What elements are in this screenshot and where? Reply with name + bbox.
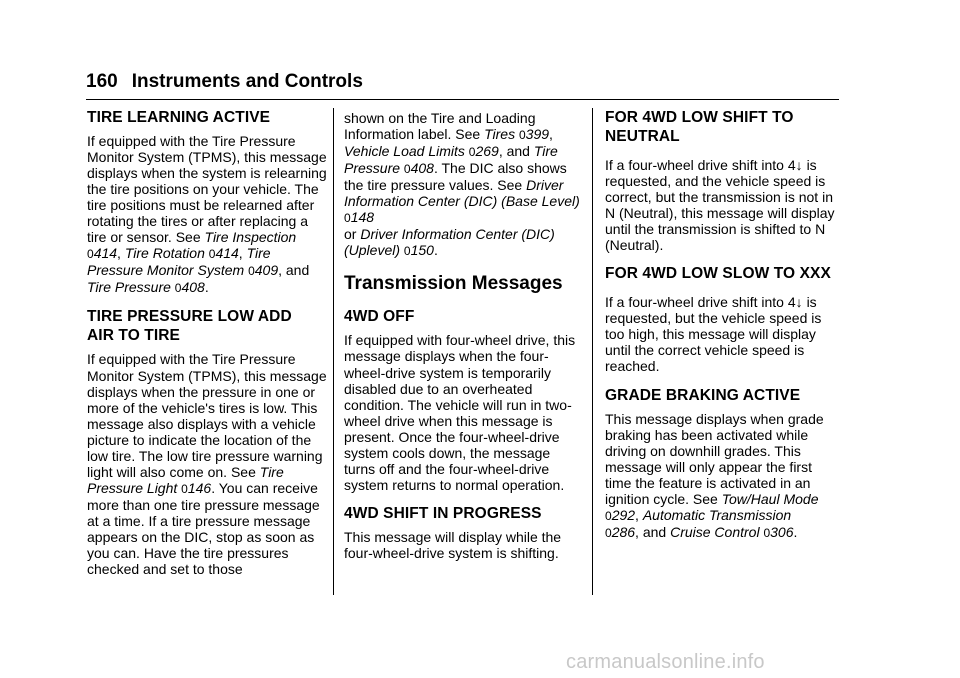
page-ref-150: 150 xyxy=(410,242,434,259)
page-ref-408: 408 xyxy=(181,279,205,296)
heading-transmission-messages: Transmission Messages xyxy=(344,273,563,295)
link-tire-pressure[interactable]: Tire Pressure xyxy=(344,143,558,177)
page-ref-icon: 0 xyxy=(518,128,526,143)
page-ref-292: 292 xyxy=(611,506,636,523)
heading-grade-braking-active: GRADE BRAKING ACTIVE xyxy=(605,386,801,404)
column-2 xyxy=(344,110,580,561)
section-title: Instruments and Controls xyxy=(131,71,363,92)
heading-4wd-low-shift-neutral: FOR 4WD LOW SHIFT TO NEUTRAL xyxy=(605,109,794,145)
paragraph-tire-learning: If equipped with the Tire Pressure Monitor System (TPMS), this message displays when the system is relearning the tire positions on your vehicle. The tire positions must be relearned after rotating the tires or after replacing a tire or sensor. See Tire Inspection 0414, Tire Rotation 0414, Tire Pressure Monitor System 0409, and Tire Pressure 0408. xyxy=(87,133,327,296)
heading-4wd-shift-in-progress: 4WD SHIFT IN PROGRESS xyxy=(344,504,542,522)
page-ref-icon: 0 xyxy=(248,264,255,279)
paragraph-4wd-low-shift-neutral: If a four-wheel drive shift into 4↓ is requested, and the vehicle speed is correct, but the transmission is not in N (Neutral), this message will display until the transmission is shifted to N (Neutral). xyxy=(605,157,835,254)
page-ref-icon: 0 xyxy=(87,247,94,262)
paragraph-continued: shown on the Tire and Loading Information label. See Tires 0399, Vehicle Load Limits 0269, and Tire Pressure 0408. The DIC also shows the tire pressure values. See Driver Information Center (DIC) (Base Level) 0148 or Driver Information Center (DIC) (Uplevel) 0150. xyxy=(344,110,580,259)
page-ref-icon: 0 xyxy=(181,481,188,496)
page-ref-icon: 0 xyxy=(468,145,476,160)
header-divider xyxy=(86,99,839,100)
link-cruise-control[interactable]: Cruise Control xyxy=(670,523,760,540)
page-ref-409: 409 xyxy=(254,262,279,279)
column-divider-1 xyxy=(333,108,334,595)
page-ref-414: 414 xyxy=(215,245,239,262)
page-ref-icon: 0 xyxy=(344,211,351,226)
page-ref-icon: 0 xyxy=(763,525,771,540)
page-ref-icon: 0 xyxy=(174,281,182,296)
heading-4wd-off: 4WD OFF xyxy=(344,308,415,326)
page-ref-286: 286 xyxy=(611,523,636,540)
heading-tire-pressure-low: TIRE PRESSURE LOW ADD AIR TO TIRE xyxy=(87,308,292,345)
page-ref-icon: 0 xyxy=(208,247,216,262)
page-header xyxy=(86,70,838,94)
page-ref-408: 408 xyxy=(410,160,434,177)
paragraph-4wd-off: If equipped with four-wheel drive, this message displays when the four-wheel-drive system is temporarily disabled due to an overheated condition. The vehicle will run in two-wheel drive when this message is present. Once the four-wheel-drive system cools down, the message turns off and the four-wheel-drive system returns to normal operation. xyxy=(344,332,576,493)
page-ref-148: 148 xyxy=(350,209,375,226)
link-tire-rotation[interactable]: Tire Rotation xyxy=(124,245,205,262)
page-ref-146: 146 xyxy=(187,479,212,496)
four-low-icon: 4↓ xyxy=(787,294,803,311)
heading-tire-learning-active: TIRE LEARNING ACTIVE xyxy=(87,109,271,126)
column-divider-2 xyxy=(592,108,593,595)
paragraph-4wd-shift-in-progress: This message will display while the four-wheel-drive system is shifting. xyxy=(344,528,562,561)
link-tire-pressure[interactable]: Tire Pressure xyxy=(87,279,171,296)
page-ref-269: 269 xyxy=(475,143,499,160)
page-ref-399: 399 xyxy=(525,126,550,143)
paragraph-tire-pressure-low: If equipped with the Tire Pressure Monitor System (TPMS), this message displays when the pressure in one or more of the vehicle's tires is low. This message also displays with a vehicle picture to indicate the location of the low tire. The low tire pressure warning light will also come on. See Tire Pressure Light 0146. You can receive more than one tire pressure message at a time. If a tire pressure message appears on the DIC, stop as soon as you can. Have the tire pressures checked and set to those xyxy=(87,351,327,578)
page-ref-icon: 0 xyxy=(403,244,411,259)
page-number: 160 xyxy=(86,71,118,92)
link-dic-base-level[interactable]: Driver Information Center (DIC) (Base Level) xyxy=(344,177,580,210)
page-ref-414: 414 xyxy=(93,245,118,262)
link-tire-inspection[interactable]: Tire Inspection xyxy=(204,229,297,246)
column-3 xyxy=(605,108,841,541)
paragraph-grade-braking: This message displays when grade braking has been activated while driving on downhill grades. This message will only appear the first time the feature is activated in an ignition cycle. See Tow/Haul Mode 0292, Automatic Transmission 0286, and Cruise Control 0306. xyxy=(605,410,824,540)
heading-4wd-low-slow: FOR 4WD LOW SLOW TO XXX xyxy=(605,265,831,283)
link-tire-pressure-light[interactable]: Tire Pressure Light xyxy=(87,463,284,496)
page-ref-icon: 0 xyxy=(605,525,612,540)
link-tow-haul-mode[interactable]: Tow/Haul Mode xyxy=(721,490,819,507)
watermark: carmanualsonline.info xyxy=(566,651,765,673)
paragraph-4wd-low-slow: If a four-wheel drive shift into 4↓ is requested, but the vehicle speed is too high, this message will display until the correct vehicle speed is reached. xyxy=(605,294,822,375)
link-tires[interactable]: Tires xyxy=(484,126,516,143)
link-vehicle-load-limits[interactable]: Vehicle Load Limits xyxy=(344,143,465,160)
link-dic-uplevel[interactable]: Driver Information Center (DIC) (Uplevel) xyxy=(344,226,555,259)
page-ref-306: 306 xyxy=(770,523,794,540)
four-low-icon: 4↓ xyxy=(787,157,803,173)
page-ref-icon: 0 xyxy=(605,508,612,523)
page-ref-icon: 0 xyxy=(403,162,411,177)
link-tpms[interactable]: Tire Pressure Monitor System xyxy=(87,245,271,279)
link-automatic-transmission[interactable]: Automatic Transmission xyxy=(642,506,792,523)
column-1 xyxy=(87,108,327,577)
